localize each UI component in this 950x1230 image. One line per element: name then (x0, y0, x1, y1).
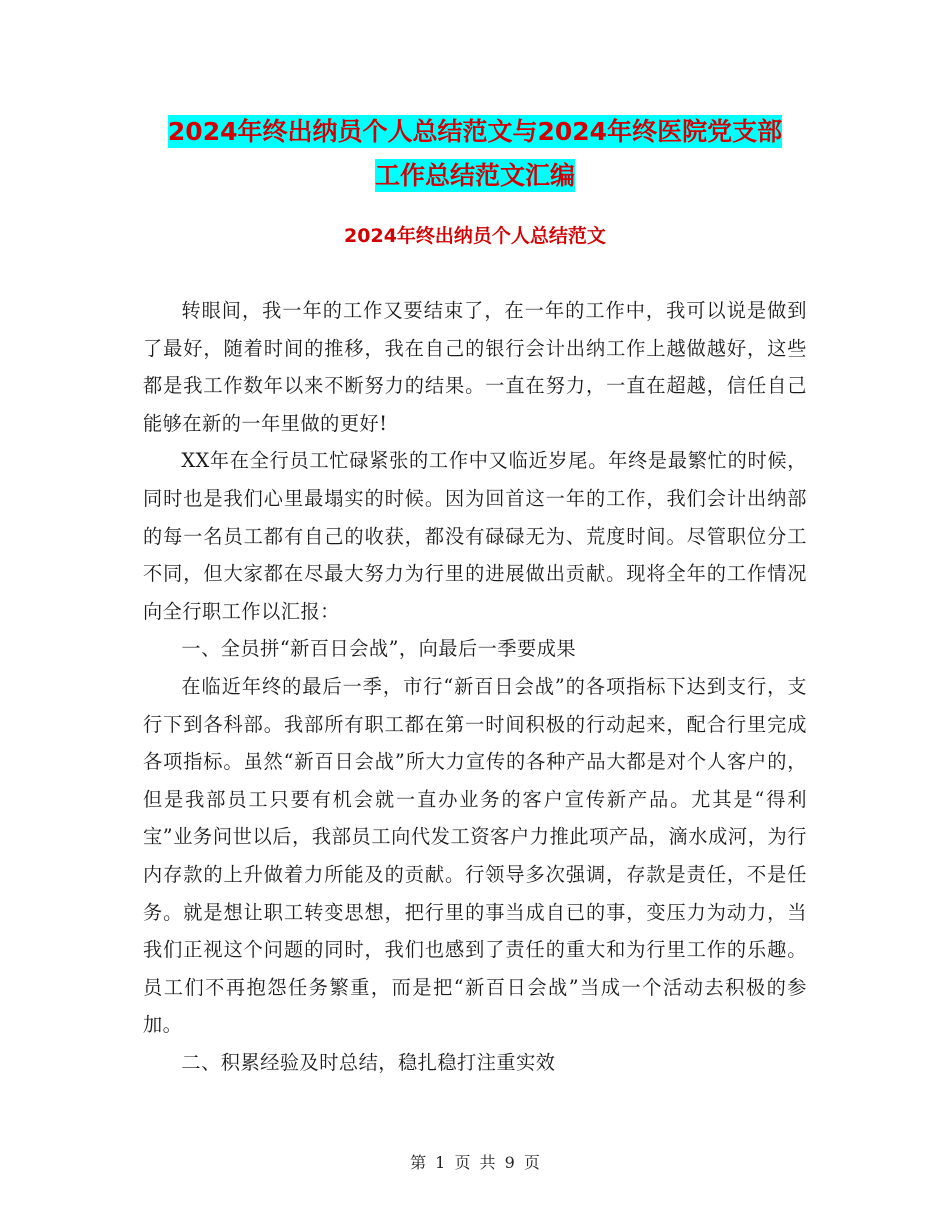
section-title: 2024年终出纳员个人总结范文 (344, 225, 606, 247)
page-footer: 第 1 页 共 9 页 (410, 1153, 540, 1172)
paragraph: 在临近年终的最后一季，市行“新百日会战”的各项指标下达到支行，支行下到各科部。我部所有职工都在第一时间积极的行动起来，配合行里完成各项指标。虽然“新百日会战”所大力宣传的各种产品大都是对个人客户的，但是我部员工只要有机会就一直办业务的客户宣传新产品。尤其是“得利宝”业务问世以后，我部员工向代发工资客户力推此项产品，滴水成河，为行内存款的上升做着力所能及的贡献。行领导多次强调，存款是责任，不是任务。就是想让职工转变思想，把行里的事当成自已的事，变压力为动力，当我们正视这个问题的同时，我们也感到了责任的重大和为行里工作的乐趣。员工们不再抱怨任务繁重，而是把“新百日会战”当成一个活动去积极的参加。 (143, 674, 807, 1037)
document-title-line-1 (0, 116, 950, 148)
section-heading: 一、全员拼“新百日会战”，向最后一季要成果 (181, 637, 577, 661)
document-body (143, 292, 807, 1081)
document-title-line-2 (0, 160, 950, 192)
section-heading: 二、积累经验及时总结，稳扎稳打注重实效 (181, 1050, 556, 1074)
document-title-text-2: 工作总结范文汇编 (374, 161, 575, 190)
document-title-text-1: 2024年终出纳员个人总结范文与2024年终医院党支部 (167, 117, 783, 146)
paragraph: 转眼间，我一年的工作又要结束了，在一年的工作中，我可以说是做到了最好，随着时间的推移，我在自己的银行会计出纳工作上越做越好，这些都是我工作数年以来不断努力的结果。一直在努力，一直在超越，信任自己能够在新的一年里做的更好! (143, 299, 807, 435)
paragraph: XX年在全行员工忙碌紧张的工作中又临近岁尾。年终是最繁忙的时候，同时也是我们心里最塌实的时候。因为回首这一年的工作，我们会计出纳部的每一名员工都有自己的收获，都没有碌碌无为、荒度时间。尽管职位分工不同，但大家都在尽最大努力为行里的进展做出贡献。现将全年的工作情况向全行职工作以汇报： (143, 449, 807, 623)
